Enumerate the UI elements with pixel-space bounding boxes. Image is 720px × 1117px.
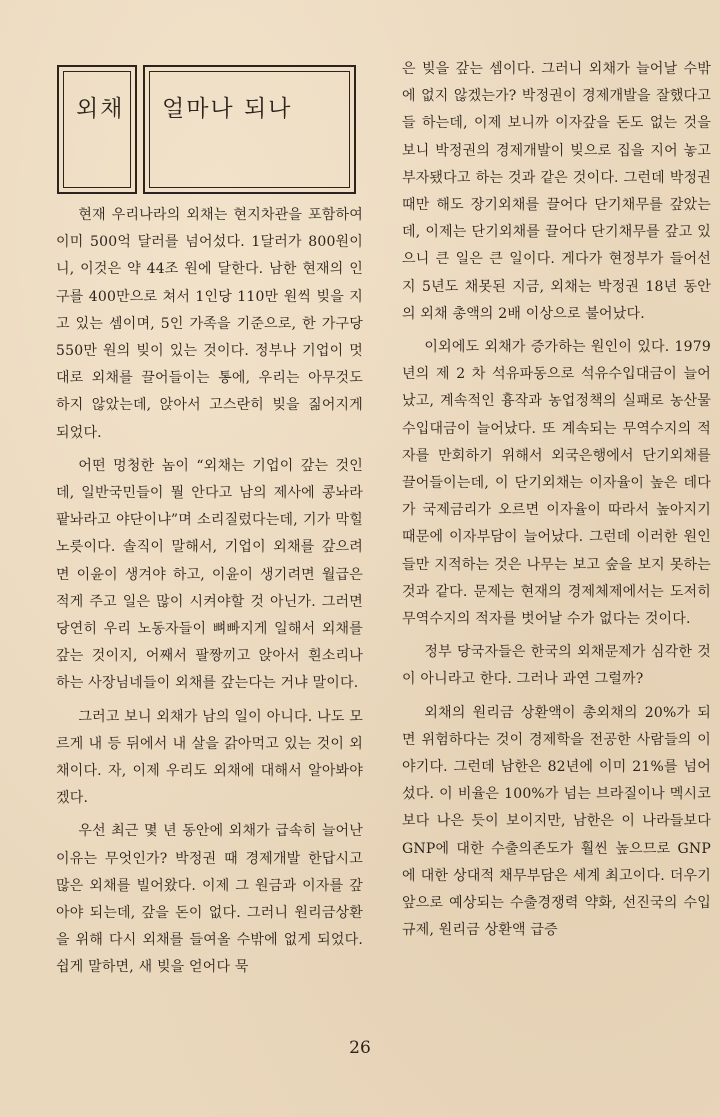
paragraph: 이외에도 외채가 증가하는 원인이 있다. 1979년의 제 2 차 석유파동으로 석유수입대금이 늘어났고, 계속적인 흉작과 농업정책의 실패로 농산물 수입대금이 늘어났다. 또 계속되는 무역수지의 적자를 만회하기 위해서 외국은행에서 단기외채를 끌어들이는데, 이 단기외채는 이자율이 높은 데다가 국제금리가 오르면 이자율이 따라서 높아지기 때문에 이자부담이 늘어났다. 그런데 이러한 원인들만 지적하는 것은 나무는 보고 숲을 보지 못하는 것과 같다. 문제는 현재의 경제체제에서는 도저히 무역수지의 적자를 벗어날 수가 없다는 것이다. <box>402 339 711 628</box>
paragraph: 어떤 멍청한 놈이 “외채는 기업이 갚는 것인데, 일반국민들이 뭘 안다고 남의 제사에 콩놔라 팥놔라고 야단이냐”며 소리질렀다는데, 기가 막힐 노릇이다. 솔직이 말해서, 기업이 외채를 갚으려면 이윤이 생겨야 하고, 이윤이 생기려면 월급은 적게 주고 일은 많이 시켜야할 것 아닌가. 그러면 당연히 우리 노동자들이 뼈빠지게 일해서 외채를 갚는 것이지, 어째서 팔짱끼고 앉아서 흰소리나 하는 사장님네들이 외채를 갚는다는 거냐 말이다. <box>56 457 363 692</box>
title-box <box>57 65 356 194</box>
title-left-box <box>57 65 137 194</box>
paragraph: 은 빚을 갚는 셈이다. 그러니 외채가 늘어날 수밖에 없지 않겠는가? 박정권이 경제개발을 잘했다고들 하는데, 이제 보니까 이자갚을 돈도 없는 것을 보니 박정권의 경제개발이 빚으로 집을 지어 놓고 부자됐다고 하는 것과 같은 것이다. 그런데 박정권 때만 해도 장기외채를 끌어다 단기채무를 갚았는데, 이제는 단기외채를 끌어다 단기채무를 갚고 있으니 큰 일은 큰 일이다. 게다가 현정부가 들어선지 5년도 채못된 지금, 외채는 박정권 18년 동안의 외채 총액의 2배 이상으로 불어났다. <box>402 61 711 322</box>
left-column <box>56 202 363 982</box>
paragraph: 현재 우리나라의 외채는 현지차관을 포함하여 이미 500억 달러를 넘어섰다. 1달러가 800원이니, 이것은 약 44조 원에 달한다. 남한 현재의 인구를 400만으로 쳐서 1인당 110만 원씩 빚을 지고 있는 셈이며, 5인 가족을 기준으로, 한 가구당 550만 원의 빚이 있는 것이다. 정부나 기업이 멋대로 외채를 끌어들이는 통에, 우리는 아무것도 하지 않았는데, 앉아서 고스란히 빚을 짊어지게 되었다. <box>56 207 363 441</box>
page-number: 26 <box>349 1038 371 1058</box>
title-main: 외채 <box>76 96 125 122</box>
title-subtitle: 얼마나 되나 <box>162 96 293 122</box>
paragraph: 외채의 원리금 상환액이 총외채의 20%가 되면 위험하다는 것이 경제학을 전공한 사람들의 이야기다. 그런데 남한은 82년에 이미 21%를 넘어섰다. 이 비율은 100%가 넘는 브라질이나 멕시코보다 나은 듯이 보이지만, 남한은 이 나라들보다 GNP에 대한 수출의존도가 훨씬 높으므로 GNP에 대한 상대적 채무부담은 세계 최고이다. 더우기 앞으로 예상되는 수출경쟁력 약화, 선진국의 수입규제, 원리금 상환액 급증 <box>402 704 711 939</box>
paragraph: 정부 당국자들은 한국의 외채문제가 심각한 것이 아니라고 한다. 그러나 과연 그럴까? <box>402 644 711 688</box>
paragraph: 그러고 보니 외채가 남의 일이 아니다. 나도 모르게 내 등 뒤에서 내 살을 갉아먹고 있는 것이 외채이다. 자, 이제 우리도 외채에 대해서 알아봐야겠다. <box>56 708 363 807</box>
right-column <box>402 56 711 945</box>
paragraph: 우선 최근 몇 년 동안에 외채가 급속히 늘어난 이유는 무엇인가? 박정권 때 경제개발 한답시고 많은 외채를 빌어왔다. 이제 그 원금과 이자를 갚아야 되는데, 갚을 돈이 없다. 그러니 원리금상환을 위해 다시 외채를 들여올 수밖에 없게 되었다. 쉽게 말하면, 새 빚을 얻어다 묵 <box>56 823 363 976</box>
title-right-box <box>143 65 356 194</box>
